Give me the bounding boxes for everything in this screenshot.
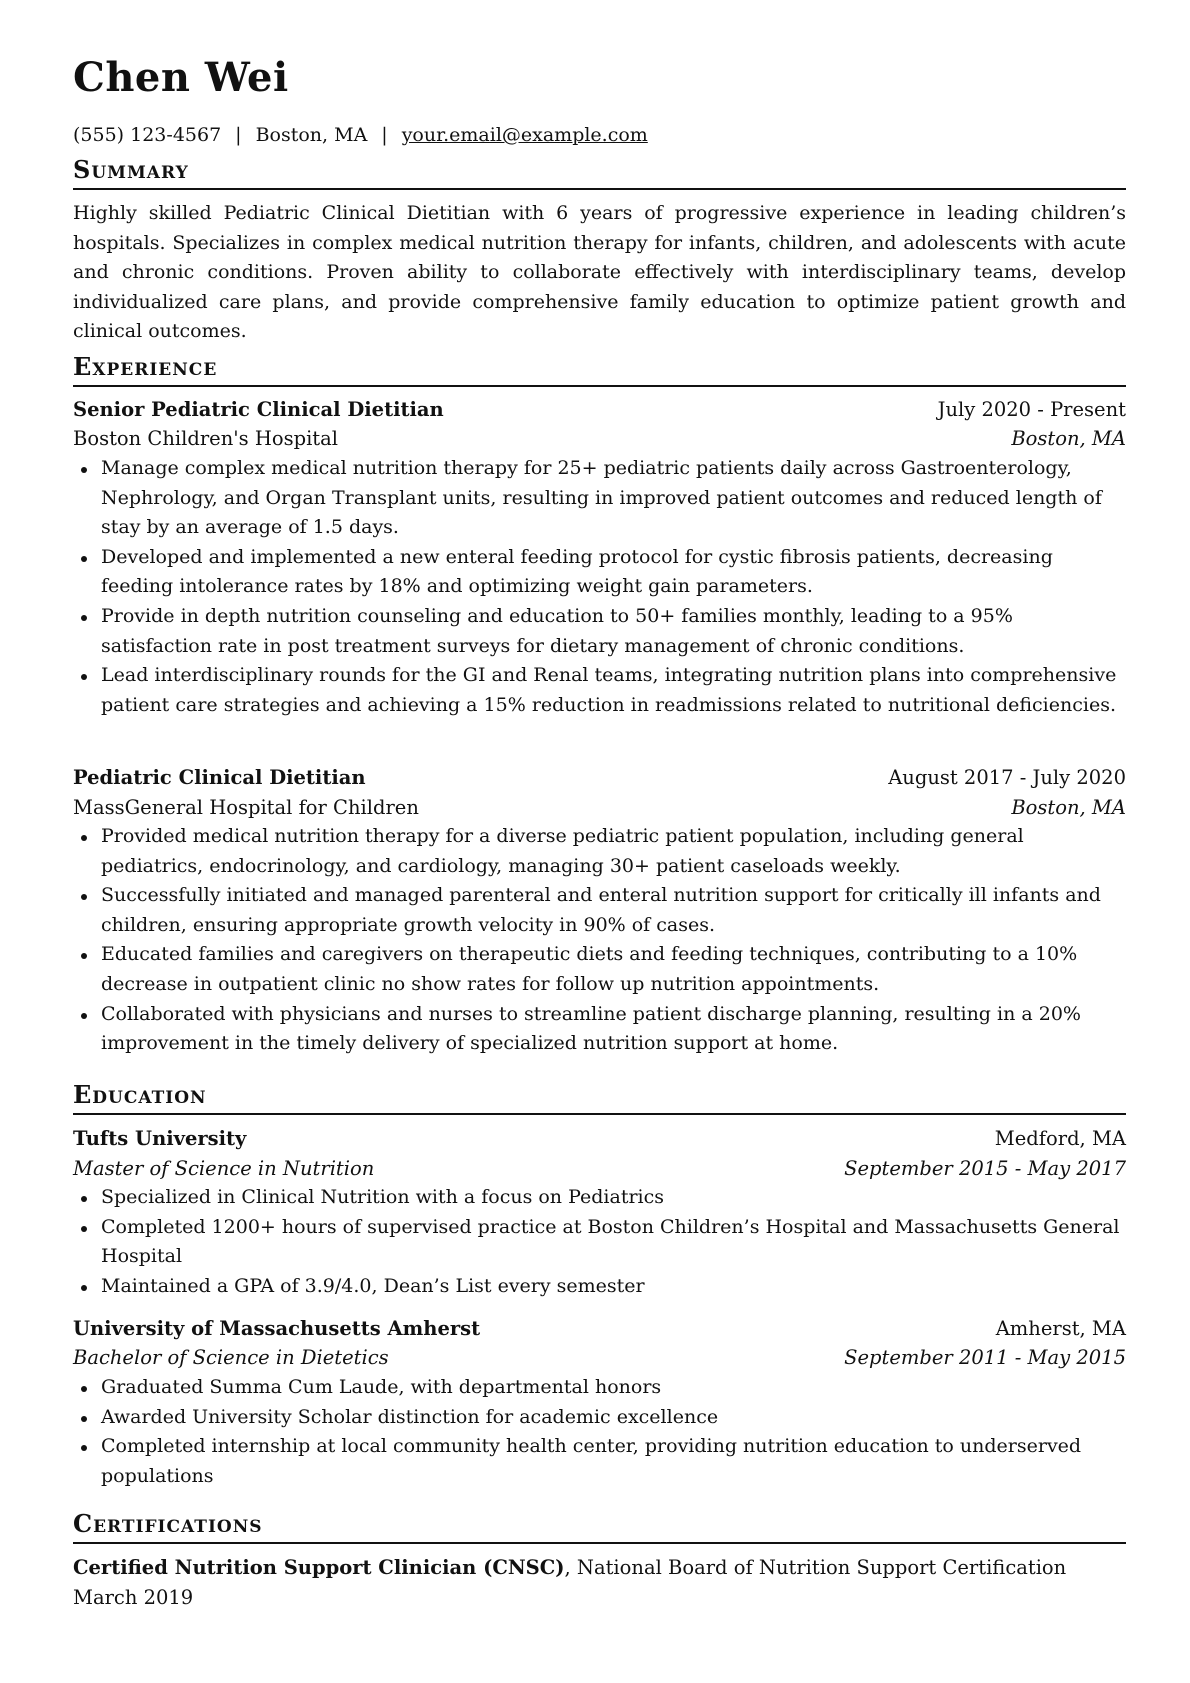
candidate-name: Chen Wei xyxy=(73,54,289,101)
school-header xyxy=(73,1314,1126,1344)
bullet-item: Successfully initiated and managed parenteral and enteral nutrition support for critically ill infants and children, ensuring appropriate growth velocity in 90% of cases. xyxy=(73,881,1126,940)
job-dates: July 2020 - Present xyxy=(937,398,1126,421)
bullet-item: Manage complex medical nutrition therapy for 25+ pediatric patients daily across Gastroenterology, Nephrology, and Organ Transplant units, resulting in improved patient outcomes and reduced length of stay by an average of 1.5 days. xyxy=(73,454,1126,543)
certification-date: March 2019 xyxy=(73,1586,194,1609)
bullet-item: Provided medical nutrition therapy for a diverse pediatric patient population, including general pediatrics, endocrinology, and cardiology, managing 30+ patient caseloads weekly. xyxy=(73,822,1126,881)
contact-line xyxy=(73,123,648,147)
degree-name: Master of Science in Nutrition xyxy=(73,1157,375,1180)
email-link[interactable]: your.email@example.com xyxy=(401,124,648,146)
summary-text: Highly skilled Pediatric Clinical Dietitian with 6 years of progressive experience in leading children’s hospitals. Specializes in complex medical nutrition therapy for infants, children, and adolescents with acute and chronic conditions. Proven ability to collaborate effectively with interdisciplinary teams, develop individualized care plans, and provide comprehensive family education to optimize patient growth and clinical outcomes. xyxy=(73,202,1126,343)
certification-name: Certified Nutrition Support Clinician (CNSC) xyxy=(73,1556,565,1579)
bullet-item: Educated families and caregivers on therapeutic diets and feeding techniques, contributing to a 10% decrease in outpatient clinic no show rates for follow up nutrition appointments. xyxy=(73,940,1126,999)
location-text: Boston, MA xyxy=(255,124,368,146)
job-location: Boston, MA xyxy=(1011,427,1126,450)
job-subheader xyxy=(73,424,1126,454)
bullet-item: Completed 1200+ hours of supervised practice at Boston Children’s Hospital and Massachusetts General Hospital xyxy=(73,1213,1126,1272)
school-dates: September 2015 - May 2017 xyxy=(844,1157,1126,1180)
job-header xyxy=(73,763,1126,793)
school-location: Amherst, MA xyxy=(995,1317,1126,1340)
contact-separator: | xyxy=(381,124,388,146)
degree-name: Bachelor of Science in Dietetics xyxy=(73,1346,389,1369)
bullet-item: Specialized in Clinical Nutrition with a focus on Pediatrics xyxy=(73,1183,1126,1213)
job-location: Boston, MA xyxy=(1011,796,1126,819)
job-employer: Boston Children's Hospital xyxy=(73,427,339,450)
bullet-item: Completed internship at local community health center, providing nutrition education to underserved populations xyxy=(73,1432,1126,1491)
summary-heading: Summary xyxy=(73,158,1126,190)
school-subheader xyxy=(73,1154,1126,1184)
school-name: Tufts University xyxy=(73,1127,247,1150)
certification-issuer: , National Board of Nutrition Support Certification xyxy=(564,1556,1067,1579)
bullet-item: Lead interdisciplinary rounds for the GI and Renal teams, integrating nutrition plans into comprehensive patient care strategies and achieving a 15% reduction in readmissions related to nutritional deficiencies. xyxy=(73,661,1126,720)
job-title: Pediatric Clinical Dietitian xyxy=(73,766,366,789)
school-location: Medford, MA xyxy=(994,1127,1126,1150)
job-bullets xyxy=(73,822,1126,1059)
certification-entry xyxy=(73,1553,1126,1583)
bullet-item: Awarded University Scholar distinction for academic excellence xyxy=(73,1403,1126,1433)
bullet-item: Provide in depth nutrition counseling and education to 50+ families monthly, leading to a 95% satisfaction rate in post treatment surveys for dietary management of chronic conditions. xyxy=(73,602,1126,661)
school-bullets xyxy=(73,1183,1126,1301)
bullet-item: Developed and implemented a new enteral feeding protocol for cystic fibrosis patients, decreasing feeding intolerance rates by 18% and optimizing weight gain parameters. xyxy=(73,543,1126,602)
job-header xyxy=(73,395,1126,425)
bullet-item: Collaborated with physicians and nurses to streamline patient discharge planning, resulting in a 20% improvement in the timely delivery of specialized nutrition support at home. xyxy=(73,1000,1126,1059)
experience-heading: Experience xyxy=(73,355,1126,387)
job-subheader xyxy=(73,793,1126,823)
school-dates: September 2011 - May 2015 xyxy=(844,1346,1126,1369)
school-name: University of Massachusetts Amherst xyxy=(73,1317,481,1340)
phone-number: (555) 123-4567 xyxy=(73,124,222,146)
bullet-item: Maintained a GPA of 3.9/4.0, Dean’s List every semester xyxy=(73,1272,1126,1302)
job-bullets xyxy=(73,454,1126,720)
job-employer: MassGeneral Hospital for Children xyxy=(73,796,419,819)
school-bullets xyxy=(73,1373,1126,1491)
job-dates: August 2017 - July 2020 xyxy=(888,766,1126,789)
education-heading: Education xyxy=(73,1083,1126,1115)
school-subheader xyxy=(73,1343,1126,1373)
certifications-heading: Certifications xyxy=(73,1512,1126,1544)
school-header xyxy=(73,1124,1126,1154)
contact-separator: | xyxy=(235,124,242,146)
job-title: Senior Pediatric Clinical Dietitian xyxy=(73,398,444,421)
bullet-item: Graduated Summa Cum Laude, with departmental honors xyxy=(73,1373,1126,1403)
